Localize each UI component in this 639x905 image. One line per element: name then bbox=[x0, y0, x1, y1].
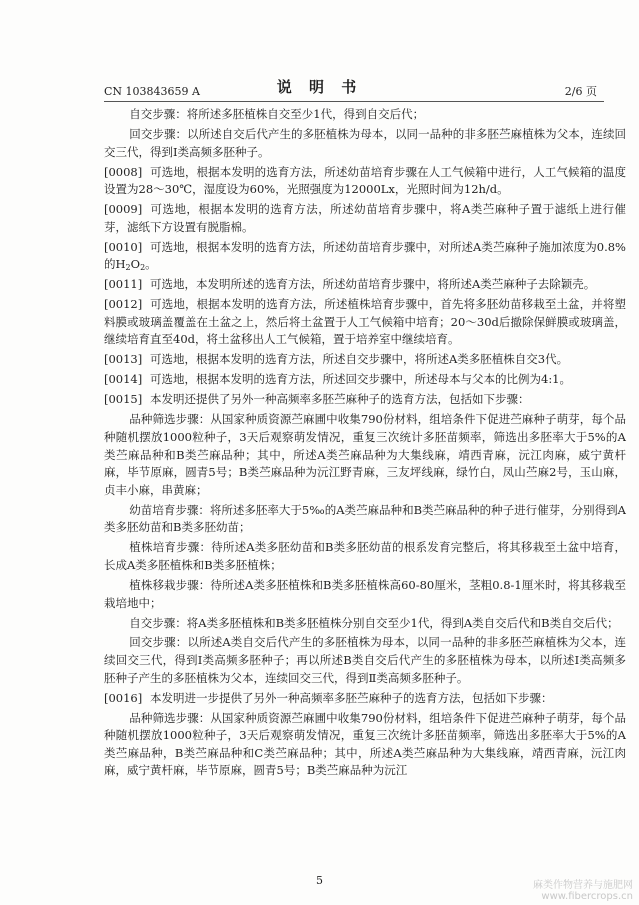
paragraph: 回交步骤：以所述A类自交后代产生的多胚植株为母本，以同一品种的非多胚苎麻植株为父本，连续回交三代，得到Ⅰ类高频多胚种子；再以所述B类自交后代产生的多胚植株为母本，以所述Ⅰ类高频多胚种子产生的多胚植株为父本，连续回交三代，得到Ⅱ类高频多胚种子。 bbox=[104, 635, 626, 685]
paragraph-number: [0015] bbox=[104, 392, 143, 407]
paragraph: 回交步骤：以所述自交后代产生的多胚植株为母本，以同一品种的非多胚苎麻植株为父本，连续回交三代，得到Ⅰ类高频多胚种子。 bbox=[104, 126, 626, 159]
paragraph-number: [0016] bbox=[104, 690, 143, 705]
numbered-paragraph bbox=[104, 164, 626, 199]
numbered-paragraph bbox=[104, 391, 626, 409]
paragraph-text: 可选地，根据本发明的选育方法，所述植株培育步骤中，首先将多胚幼苗移栽至土盆，并将塑料膜或玻璃盖覆盖在土盆之上，然后将土盆置于人工气候箱中培育；20～30d后撤除保鲜膜或玻璃盖，继续培育直至40d，将土盆移出人工气候箱，置于培养室中继续培育。 bbox=[104, 297, 626, 347]
watermark-line: 麻类作物营养与施肥网 bbox=[533, 880, 633, 891]
paragraph: 植株培育步骤：待所述A类多胚幼苗和B类多胚幼苗的根系发育完整后，将其移栽至土盆中培育，长成A类多胚植株和B类多胚植株； bbox=[104, 540, 626, 572]
paragraph-number: [0009] bbox=[104, 202, 143, 217]
paragraph-text: 。 bbox=[145, 257, 157, 272]
paragraph: 植株移栽步骤：待所述A类多胚植株和B类多胚植株高60-80厘米，茎粗0.8-1厘米时，将其移栽至栽培地中； bbox=[104, 577, 626, 610]
paragraph-number: [0008] bbox=[104, 164, 143, 179]
paragraph: 幼苗培育步骤：将所述多胚率大于5‰的A类苎麻品种和B类苎麻品种的种子进行催芽，分别得到A类多胚幼苗和B类多胚幼苗； bbox=[104, 502, 626, 535]
paragraph-text: 本发明还提供了另外一种高频率多胚苎麻种子的选育方法，包括如下步骤： bbox=[150, 392, 530, 407]
numbered-paragraph bbox=[104, 351, 626, 369]
page-counter: 2/6 页 bbox=[564, 85, 597, 98]
document-title: 说 明 书 bbox=[276, 78, 363, 96]
numbered-paragraph bbox=[104, 201, 626, 236]
paragraph-number: [0011] bbox=[104, 277, 143, 292]
header-divider bbox=[104, 101, 604, 102]
numbered-paragraph bbox=[104, 296, 626, 349]
paragraph: 自交步骤：将A类多胚植株和B类多胚植株分别自交至少1代，得到A类自交后代和B类自交后代； bbox=[129, 615, 619, 630]
paragraph-text: 可选地，根据本发明的选育方法，所述幼苗培育步骤在人工气候箱中进行，人工气候箱的温度设置为28～30℃，湿度设为60%，光照强度为12000Lx，光照时间为12h/d。 bbox=[104, 164, 626, 197]
numbered-paragraph bbox=[104, 371, 626, 389]
paragraph-text: 可选地，根据本发明的选育方法，所述自交步骤中，将所述A类多胚植株自交3代。 bbox=[150, 352, 569, 367]
document-body bbox=[104, 106, 626, 782]
subscript: 2 bbox=[125, 263, 131, 273]
paragraph-number: [0014] bbox=[104, 372, 143, 387]
paragraph-text: O bbox=[130, 257, 141, 272]
paragraph-number: [0010] bbox=[104, 239, 143, 254]
paragraph-number: [0013] bbox=[104, 352, 143, 367]
paragraph: 品种筛选步骤：从国家种质资源苎麻圃中收集790份材料，组培条件下促进苎麻种子萌芽，每个品种随机摆放1000粒种子，3天后观察萌发情况，重复三次统计多胚苗频率，筛选出多胚率大于5%的A类苎麻品种，B类苎麻品种和C类苎麻品种；其中，所述A类苎麻品种为大集线麻，靖西青麻，沅江肉麻，威宁黄杆麻，毕节原麻，圆青5号；B类苎麻品种为沅江 bbox=[104, 710, 626, 778]
paragraph-text: 本发明进一步提供了另外一种高频率多胚苎麻种子的选育方法，包括如下步骤： bbox=[150, 690, 553, 705]
paragraph-number: [0012] bbox=[104, 297, 143, 312]
numbered-paragraph bbox=[104, 239, 626, 274]
paragraph-text: 可选地，根据本发明的选育方法，所述幼苗培育步骤中，对所述A类苎麻种子施加浓度为0.8%的H bbox=[104, 239, 626, 272]
page-number: 5 bbox=[316, 874, 323, 887]
paragraph-text: 可选地，根据本发明的选育方法，所述回交步骤中，所述母本与父本的比例为4:1。 bbox=[150, 372, 572, 387]
watermark-line: www.fibercrops.cn bbox=[541, 891, 633, 902]
numbered-paragraph bbox=[104, 690, 626, 708]
paragraph: 自交步骤：将所述多胚植株自交至少1代，得到自交后代； bbox=[129, 107, 425, 121]
numbered-paragraph bbox=[104, 276, 626, 294]
paragraph-text: 可选地，根据本发明的选育方法，所述幼苗培育步骤中，将A类苎麻种子置于滤纸上进行催芽，滤纸下方设置有脱脂棉。 bbox=[104, 202, 626, 234]
subscript: 2 bbox=[140, 263, 146, 273]
patent-number: CN 103843659 A bbox=[104, 85, 200, 98]
watermark bbox=[533, 880, 633, 902]
paragraph-text: 可选地，本发明所述的选育方法，所述幼苗培育步骤中，将所述A类苎麻种子去除颖壳。 bbox=[150, 277, 596, 292]
paragraph: 品种筛选步骤：从国家种质资源苎麻圃中收集790份材料，组培条件下促进苎麻种子萌芽，每个品种随机摆放1000粒种子，3天后观察萌发情况，重复三次统计多胚苗频率，筛选出多胚率大于5%的A类苎麻品种和B类苎麻品种；其中，所述A类苎麻品种为大集线麻，靖西青麻，沅江肉麻，威宁黄杆麻，毕节原麻，圆青5号；B类苎麻品种为沅江野青麻，三友坪线麻，绿竹白，凤山苎麻2号，玉山麻，贞丰小麻，串黄麻； bbox=[104, 412, 626, 497]
